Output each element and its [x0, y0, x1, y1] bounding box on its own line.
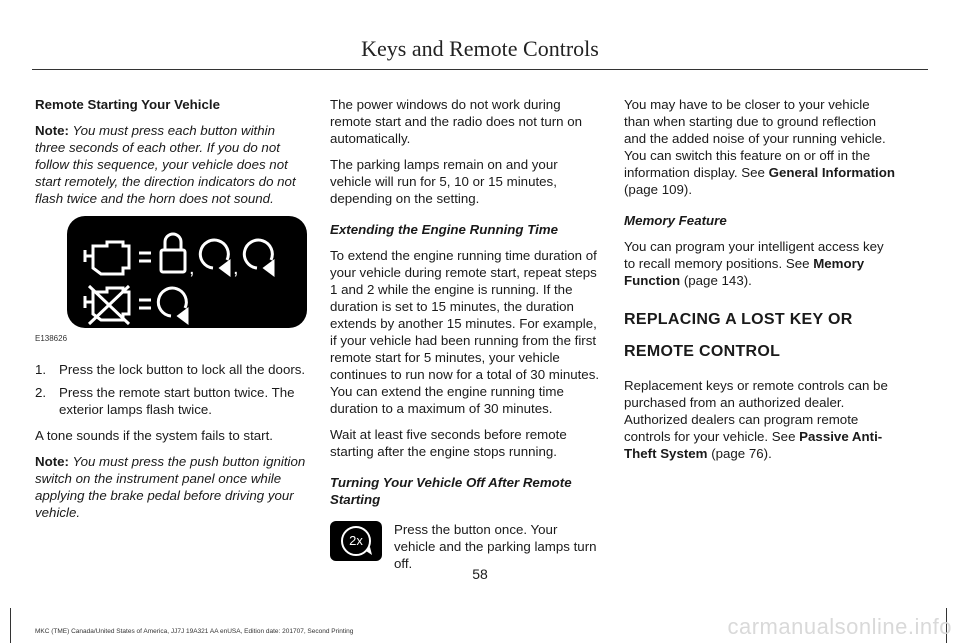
text: You may have to be closer to your vehicle than when starting due to ground reflection and the added noise of your running vehicle. You can switch this feature on or off in the information display. See: [624, 97, 886, 180]
paragraph: The power windows do not work during remote start and the radio does not turn on automatically.: [330, 97, 583, 146]
comma-1: ,: [189, 257, 195, 279]
step-text: Press the lock button to lock all the doors.: [59, 362, 306, 377]
note-label: Note:: [35, 123, 69, 138]
engine-icon: [85, 242, 129, 274]
equals-sign: [139, 253, 151, 261]
cross-reference-link[interactable]: Passive Anti-Theft System: [624, 429, 883, 461]
remote-start-arrow-icon-1: [200, 240, 229, 274]
subheading: Extending the Engine Running Time: [330, 222, 559, 237]
paragraph: Wait at least five seconds before remote starting after the engine stops running.: [330, 427, 567, 459]
step-text: Press the remote start button twice. The exterior lamps flash twice.: [59, 385, 295, 417]
lock-icon: [161, 234, 185, 272]
remote-start-arrow-icon-2: [244, 240, 273, 274]
watermark: carmanualsonline.info: [727, 614, 952, 639]
paragraph: Press the button once. Your vehicle and the parking lamps turn off.: [394, 522, 597, 571]
note-text: You must press each button within three seconds of each other. If you do not follow this sequence, your vehicle does not start remotely, the direction indicators do not flash twice and the horn does not sound.: [35, 123, 296, 206]
comma-2: ,: [233, 257, 239, 279]
section-title: [624, 309, 896, 363]
paragraph: The parking lamps remain on and your vehicle will run for 5, 10 or 15 minutes, depending on the setting.: [330, 157, 558, 206]
equals-sign-2: [139, 300, 151, 308]
text: You can program your intelligent access key to recall memory positions. See: [624, 239, 884, 271]
subheading: Memory Feature: [624, 213, 727, 228]
paragraph: [624, 377, 896, 462]
crop-mark-left: [10, 608, 11, 643]
section-title-line: REPLACING A LOST KEY OR: [624, 311, 853, 328]
footer-text: MKC (TME) Canada/United States of America, JJ7J 19A321 AA enUSA, Edition date: 201707, Second Printing: [35, 628, 354, 635]
step-number: 2.: [35, 385, 47, 400]
text: (page 143).: [680, 273, 752, 288]
step-number: 1.: [35, 362, 47, 377]
remote-start-2x-icon: [330, 521, 382, 561]
text: (page 76).: [707, 446, 772, 461]
section-heading: Remote Starting Your Vehicle: [35, 97, 220, 112]
column-2: [330, 96, 600, 581]
paragraph: [624, 238, 896, 289]
column-1: [35, 96, 307, 530]
text: Replacement keys or remote controls can be purchased from an authorized dealer. Authorized dealers can program remote controls for your vehicle. See: [624, 378, 888, 444]
paragraph: [624, 96, 896, 198]
column-3: [624, 96, 896, 471]
paragraph: To extend the engine running time duration of your vehicle during remote start, repeat steps 1 and 2 while the engine is running. If the duration is set to 15 minutes, the duration extends by another 15 minutes. For example, if your vehicle had been running from the first remote start for 5 minutes, your vehicle continues to run now for a total of 30 minutes. You can extend the engine running time duration to a maximum of 30 minutes.: [330, 248, 600, 416]
remote-start-figure: [67, 216, 307, 328]
cross-reference-link[interactable]: Memory Function: [624, 256, 865, 288]
remote-start-diagram: [67, 216, 307, 328]
note-text: You must press the push button ignition switch on the instrument panel once while applying the brake pedal before driving your vehicle.: [35, 454, 306, 520]
cross-reference-link[interactable]: General Information: [768, 165, 895, 180]
section-title-line: REMOTE CONTROL: [624, 343, 781, 360]
remote-start-arrow-icon-3: [158, 288, 187, 322]
list-item: [35, 361, 307, 378]
page-header: Keys and Remote Controls: [361, 36, 599, 61]
engine-off-icon: [85, 286, 129, 324]
note-label: Note:: [35, 454, 69, 469]
steps-list: [35, 361, 307, 418]
header-rule: [32, 69, 928, 70]
text: (page 109).: [624, 182, 693, 197]
note-paragraph-2: [35, 453, 307, 521]
note-paragraph: [35, 122, 307, 207]
figure-id: E138626: [35, 334, 68, 343]
list-item: [35, 384, 307, 418]
tone-paragraph: A tone sounds if the system fails to start.: [35, 428, 273, 443]
button-2x-label: 2x: [349, 533, 363, 548]
page-number: 58: [472, 566, 488, 582]
subheading: Turning Your Vehicle Off After Remote Starting: [330, 475, 572, 507]
